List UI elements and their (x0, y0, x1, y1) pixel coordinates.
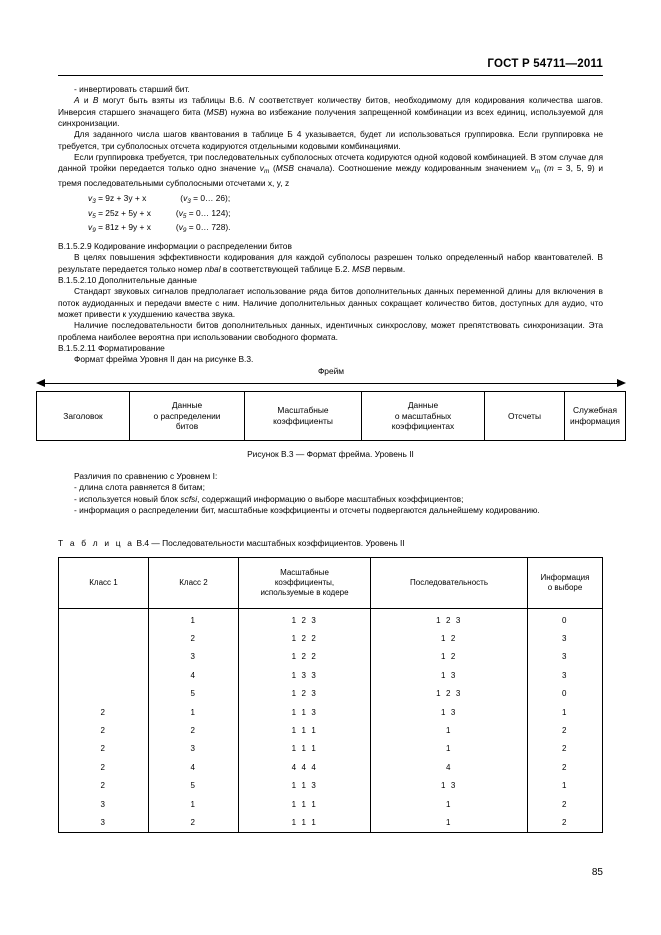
table-row (59, 795, 603, 813)
differences-block (58, 471, 603, 516)
cell-selection: 2 (528, 721, 603, 739)
paragraph-grouping-required: Если группировка требуется, три последовательных субполосных отсчета кодируются одной кодовой комбинацией. В этом случае для данной тройки передается только одно значение $v_m$ (MSB сначала). Соотношение между кодированным значением $v_m$ (m = 3, 5, 9) и тремя последовательными субполосными отсчетами x, y, z (58, 152, 604, 188)
cell-selection: 2 (528, 758, 603, 776)
cell-selection: 0 (528, 685, 603, 703)
formula-row: $v_3 = 9z + 3y + x$ ($v_3$ = 0… 26); (88, 193, 231, 206)
cell-sequence: 1 (371, 795, 528, 813)
differences-intro: Различия по сравнению с Уровнем I: (74, 471, 218, 481)
cell-sequence: 1 3 (371, 703, 528, 721)
paragraph-section-10-1: Стандарт звуковых сигналов предполагает использование ряда битов дополнительных данных переменной длины для включения в поток аудиоданных и передачи вместе с ним. Наличие дополнительных данных сокращает количество битов, доступных для аудио, что может привести к ухудшению качества звука. (58, 286, 603, 319)
frame-cells-table (36, 391, 626, 441)
cell-selection: 2 (528, 740, 603, 758)
paragraph-ab-table: A и B могут быть взяты из таблицы В.6. N соответствует количеству битов, необходимому для кодирования количества шагов. Инверсия старшего значащего бита (MSB) нужна во избежание получения запрещенной комбинации из всех единиц, используемой для синхронизации. (58, 95, 603, 129)
cell-class1 (59, 629, 149, 647)
cell-sequence: 1 3 (371, 666, 528, 684)
paragraph-section-9: В целях повышения эффективности кодирования для каждой субполосы разрешен только определенный набор квантователей. В результате передается только номер nbal в соответствующей таблице Б.2. MSB первым. (58, 252, 603, 274)
cell-scalefactors: 1 2 3 (239, 685, 371, 703)
var-B: B (92, 95, 99, 106)
cell-class1: 2 (59, 758, 149, 776)
cell-class2: 4 (149, 758, 239, 776)
cell-class2: 1 (149, 795, 239, 813)
paragraph-grouping: Для заданного числа шагов квантования в таблице Б 4 указывается, будет ли использоваться группировка. Если группировка не требуется, три субполосных отсчета кодируются отдельными кодовыми комбинациями. (58, 129, 603, 151)
cell-scalefactors: 1 3 3 (239, 666, 371, 684)
paragraph-invert-msb: - инвертировать старший бит. (74, 84, 190, 94)
cell-selection: 2 (528, 813, 603, 832)
col-header-scalefactors: Масштабные коэффициенты, используемые в кодере (239, 558, 371, 609)
cell-class1: 3 (59, 795, 149, 813)
table-row (59, 629, 603, 647)
differences-item-1: - длина слота равняется 8 битам; (74, 482, 205, 493)
differences-item-3: - информация о распределении бит, масштабные коэффициенты и отсчеты подвергаются дальнейшему кодированию. (74, 505, 540, 516)
cell-selection: 3 (528, 629, 603, 647)
frame-cell-samples: Отсчеты (485, 392, 565, 441)
section-title-9: В.1.5.2.9 Кодирование информации о распределении битов (58, 240, 292, 251)
frame-span-arrow (36, 378, 626, 389)
formula-var: v (88, 193, 93, 204)
arrow-line (45, 383, 617, 384)
cell-selection: 3 (528, 648, 603, 666)
frame-cell-bit-allocation: Данные о распределении битов (130, 392, 245, 441)
var-MSB-3: MSB (352, 263, 371, 274)
cell-class1: 2 (59, 777, 149, 795)
cell-sequence: 1 2 3 (371, 609, 528, 630)
cell-scalefactors: 1 1 3 (239, 777, 371, 795)
cell-scalefactors: 1 1 1 (239, 813, 371, 832)
paragraph-section-11: Формат фрейма Уровня II дан на рисунке В.3. (74, 354, 254, 365)
formula-subscript: 3 (92, 198, 96, 206)
table-row (59, 648, 603, 666)
cell-sequence: 1 (371, 721, 528, 739)
frame-cell-scfsi: Данные о масштабных коэффициентах (362, 392, 485, 441)
var-m: m (546, 163, 554, 174)
table-row (59, 813, 603, 832)
cell-scalefactors: 1 2 2 (239, 648, 371, 666)
cell-sequence: 1 (371, 813, 528, 832)
frame-cell-ancillary: Служебная информация (565, 392, 626, 441)
frame-cell-scalefactors: Масштабные коэффициенты (245, 392, 362, 441)
formula-range-var: v (183, 193, 188, 204)
cell-selection: 2 (528, 795, 603, 813)
var-A: A (74, 95, 80, 106)
cell-class2: 2 (149, 629, 239, 647)
formula-var: v (88, 207, 93, 218)
table-b4-head (59, 558, 603, 609)
section-title-10: В.1.5.2.10 Дополнительные данные (58, 274, 197, 285)
table-row (59, 666, 603, 684)
cell-sequence: 1 2 (371, 629, 528, 647)
cell-scalefactors: 1 1 1 (239, 795, 371, 813)
cell-class2: 5 (149, 685, 239, 703)
cell-class1: 2 (59, 740, 149, 758)
frame-row (37, 392, 626, 441)
cell-class1: 3 (59, 813, 149, 832)
var-MSB-2: MSB (275, 163, 294, 174)
cell-class2: 2 (149, 721, 239, 739)
table-row (59, 685, 603, 703)
table-row (59, 721, 603, 739)
cell-class1: 2 (59, 703, 149, 721)
cell-scalefactors: 1 1 1 (239, 740, 371, 758)
var-nbal: nbal (204, 263, 221, 274)
formula-range-var: v (178, 207, 183, 218)
formula-expression: = 81z + 9y + x (98, 222, 151, 233)
formula-range-subscript: 5 (182, 212, 187, 220)
cell-class1 (59, 609, 149, 630)
cell-sequence: 1 2 (371, 648, 528, 666)
page-header: ГОСТ Р 54711—2011 (487, 58, 603, 70)
arrow-left-icon (36, 379, 45, 387)
var-v: v (259, 163, 264, 174)
col-header-selection-info: Информация о выборе (528, 558, 603, 609)
cell-selection: 1 (528, 703, 603, 721)
table-header-row (59, 558, 603, 609)
formula-range-subscript: 3 (187, 198, 191, 206)
formula-row: $v_9 = 81z + 9y + x$ ($v_9$ = 0… 728). (88, 222, 231, 235)
cell-class1 (59, 685, 149, 703)
cell-scalefactors: 1 2 2 (239, 629, 371, 647)
cell-class1 (59, 666, 149, 684)
formula-range: = 0… 728). (188, 222, 231, 233)
header-rule (58, 75, 603, 76)
cell-selection: 1 (528, 777, 603, 795)
cell-scalefactors: 1 1 1 (239, 721, 371, 739)
cell-scalefactors: 4 4 4 (239, 758, 371, 776)
cell-class2: 5 (149, 777, 239, 795)
formula-range: = 0… 124); (188, 207, 231, 218)
paragraph-section-10-2: Наличие последовательности битов дополнительных данных, идентичных синхрослову, может препятствовать синхронизации. Эта проблема наиболее вероятна при использовании свободного формата. (58, 320, 603, 342)
formula-expression: = 25z + 5y + x (98, 207, 151, 218)
var-v-2: v (530, 163, 535, 174)
cell-class2: 3 (149, 740, 239, 758)
differences-item-2: - используется новый блок scfsi, содержащий информацию о выборе масштабных коэффициентов; (74, 493, 464, 504)
cell-sequence: 1 (371, 740, 528, 758)
col-header-sequence: Последовательность (371, 558, 528, 609)
cell-sequence: 1 3 (371, 777, 528, 795)
section-title-11: В.1.5.2.11 Форматирование (58, 342, 165, 353)
table-b4 (58, 557, 603, 833)
table-row (59, 740, 603, 758)
var-MSB: MSB (206, 106, 225, 117)
cell-class2: 1 (149, 609, 239, 630)
cell-sequence: 4 (371, 758, 528, 776)
formula-subscript: 9 (92, 227, 96, 235)
table-row (59, 758, 603, 776)
formula-range: = 0… 26); (193, 193, 231, 204)
cell-selection: 3 (528, 666, 603, 684)
body-content (58, 84, 603, 366)
cell-class2: 3 (149, 648, 239, 666)
formula-range-var: v (178, 222, 183, 233)
var-v-subscript: m (263, 168, 270, 176)
table-b4-caption (58, 538, 405, 548)
cell-class1: 2 (59, 721, 149, 739)
var-v-subscript-2: m (534, 168, 541, 176)
cell-scalefactors: 1 1 3 (239, 703, 371, 721)
formula-block (58, 193, 603, 237)
figure-caption: Рисунок В.3 — Формат фрейма. Уровень II (247, 449, 414, 459)
formula-expression: = 9z + 3y + x (98, 193, 147, 204)
table-row (59, 703, 603, 721)
arrow-right-icon (617, 379, 626, 387)
var-scfsi: scfsi (180, 493, 198, 504)
cell-class2: 2 (149, 813, 239, 832)
frame-label: Фрейм (317, 366, 345, 376)
table-row (59, 609, 603, 630)
cell-class2: 1 (149, 703, 239, 721)
page-number: 85 (591, 867, 603, 878)
frame-format-figure (36, 366, 626, 441)
var-N: N (248, 95, 255, 106)
table-caption-prefix: Т а б л и ц а (58, 538, 135, 548)
cell-class1 (59, 648, 149, 666)
formula-subscript: 5 (92, 212, 96, 220)
col-header-class1: Класс 1 (59, 558, 149, 609)
frame-cell-header: Заголовок (37, 392, 130, 441)
formula-var: v (88, 222, 93, 233)
cell-scalefactors: 1 2 3 (239, 609, 371, 630)
formula-row: $v_5 = 25z + 5y + x$ ($v_5$ = 0… 124); (88, 207, 231, 220)
formula-range-subscript: 9 (182, 227, 187, 235)
table-caption-rest: В.4 — Последовательности масштабных коэффициентов. Уровень II (134, 538, 405, 548)
col-header-class2: Класс 2 (149, 558, 239, 609)
table-row (59, 777, 603, 795)
cell-class2: 4 (149, 666, 239, 684)
cell-selection: 0 (528, 609, 603, 630)
table-b4-body (59, 609, 603, 833)
cell-sequence: 1 2 3 (371, 685, 528, 703)
